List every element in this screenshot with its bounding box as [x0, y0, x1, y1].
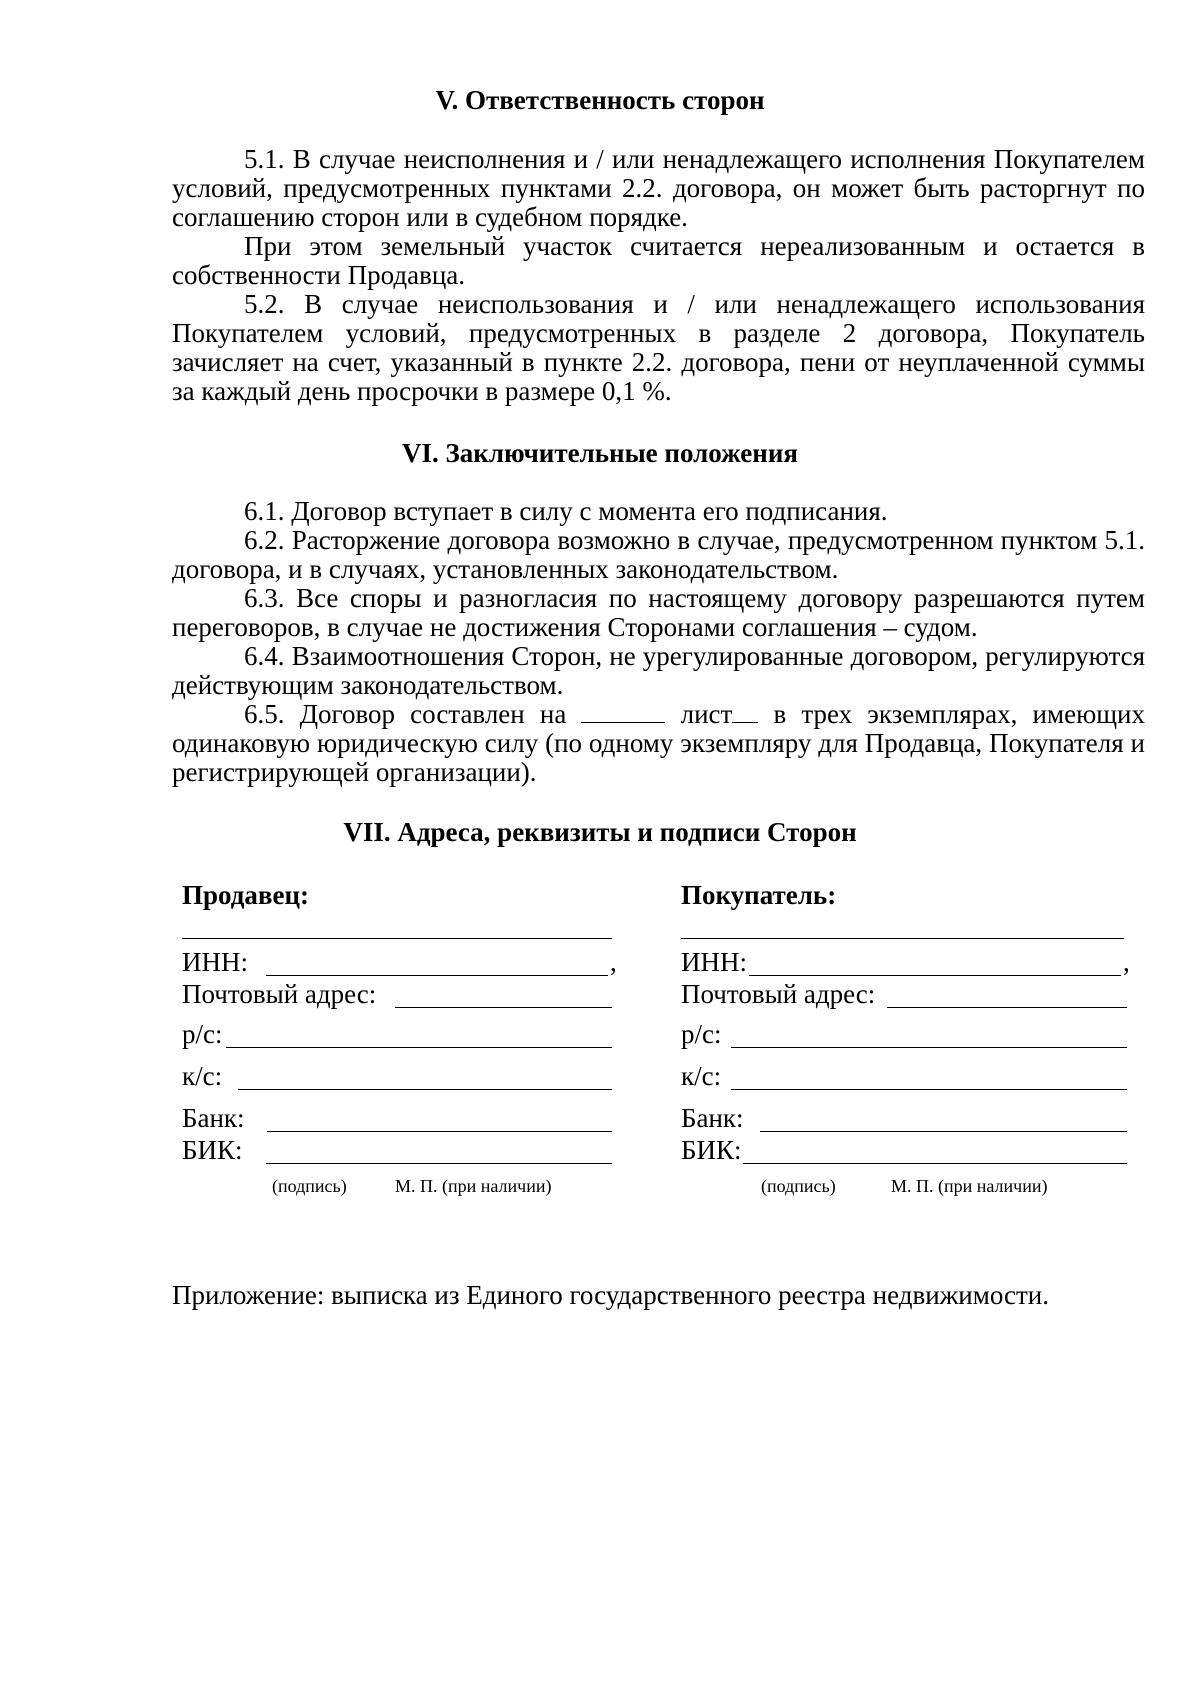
section-5-body	[172, 145, 1145, 406]
seller-ks-field[interactable]	[238, 1089, 612, 1090]
buyer-rs-label: р/с:	[681, 1019, 722, 1049]
section-7-title: VII. Адреса, реквизиты и подписи Сторон	[343, 817, 857, 847]
section-6-body	[172, 497, 1145, 787]
sheet-count-blank[interactable]	[581, 700, 665, 723]
paragraph-5-1-note: При этом земельный участок считается нереализованным и остается в собственности Продавца.	[172, 231, 1145, 290]
section-5-title: V. Ответственность сторон	[435, 85, 765, 115]
buyer-rs-field[interactable]	[731, 1047, 1127, 1048]
buyer-stamp-caption: М. П. (при наличии)	[891, 1176, 1048, 1196]
seller-ks-label: к/с:	[182, 1061, 223, 1091]
seller-signature-caption: (подпись)	[272, 1176, 347, 1196]
seller-rs-label: р/с:	[182, 1019, 223, 1049]
seller-rs-field[interactable]	[226, 1047, 612, 1048]
seller-postal-label: Почтовый адрес:	[182, 979, 377, 1009]
paragraph-6-5-end: в трех экземплярах, имеющих одинаковую юридическую силу (по одному экземпляру для Продавца, Покупателя и регистрирующей организации).	[172, 699, 1145, 787]
buyer-bank-label: Банк:	[681, 1103, 744, 1133]
paragraph-5-1: 5.1. В случае неисполнения и / или ненадлежащего исполнения Покупателем условий, предусмотренных пунктами 2.2. договора, он может быть расторгнут по соглашению сторон или в судебном порядке.	[172, 144, 1145, 232]
sheet-suffix-blank[interactable]	[732, 700, 758, 723]
buyer-ks-label: к/с:	[681, 1061, 722, 1091]
seller-bik-field[interactable]	[266, 1163, 612, 1164]
section-6-title: VI. Заключительные положения	[402, 438, 798, 468]
buyer-bik-field[interactable]	[743, 1163, 1127, 1164]
seller-inn-label: ИНН:	[182, 947, 248, 977]
buyer-ks-field[interactable]	[731, 1089, 1127, 1090]
buyer-signature-caption: (подпись)	[761, 1176, 836, 1196]
paragraph-6-3: 6.3. Все споры и разногласия по настоящему договору разрешаются путем переговоров, в случае не достижения Сторонами соглашения – судом.	[172, 583, 1145, 642]
buyer-inn-label: ИНН:	[681, 947, 747, 977]
paragraph-6-4: 6.4. Взаимоотношения Сторон, не урегулированные договором, регулируются действующим законодательством.	[172, 641, 1145, 700]
buyer-title: Покупатель:	[681, 880, 837, 910]
seller-bik-label: БИК:	[182, 1135, 243, 1165]
buyer-inn-field[interactable]	[749, 975, 1121, 976]
paragraph-5-2: 5.2. В случае неиспользования и / или ненадлежащего использования Покупателем условий, предусмотренных в разделе 2 договора, Покупатель зачисляет на счет, указанный в пункте 2.2. договора, пени от неуплаченной суммы за каждый день просрочки в размере 0,1 %.	[172, 289, 1145, 406]
seller-stamp-caption: М. П. (при наличии)	[395, 1176, 552, 1196]
buyer-postal-field[interactable]	[887, 1007, 1127, 1008]
seller-bank-field[interactable]	[267, 1131, 612, 1132]
seller-postal-field[interactable]	[395, 1007, 612, 1008]
buyer-postal-label: Почтовый адрес:	[681, 979, 876, 1009]
paragraph-6-5-sheet: лист	[665, 699, 733, 729]
buyer-bik-label: БИК:	[681, 1135, 742, 1165]
paragraph-6-5	[172, 700, 1145, 787]
appendix-note: Приложение: выписка из Единого государственного реестра недвижимости.	[172, 1280, 1049, 1310]
seller-bank-label: Банк:	[182, 1103, 245, 1133]
seller-inn-comma: ,	[610, 947, 617, 977]
seller-name-line[interactable]	[182, 938, 612, 939]
buyer-name-line[interactable]	[681, 938, 1124, 939]
seller-title: Продавец:	[182, 880, 310, 910]
paragraph-6-2: 6.2. Расторжение договора возможно в случае, предусмотренном пунктом 5.1. договора, и в случаях, установленных законодательством.	[172, 525, 1145, 584]
seller-inn-field[interactable]	[266, 975, 608, 976]
buyer-inn-comma: ,	[1123, 947, 1130, 977]
buyer-bank-field[interactable]	[760, 1131, 1127, 1132]
paragraph-6-1: 6.1. Договор вступает в силу с момента его подписания.	[244, 496, 888, 526]
paragraph-6-5-start: 6.5. Договор составлен на	[244, 699, 582, 729]
